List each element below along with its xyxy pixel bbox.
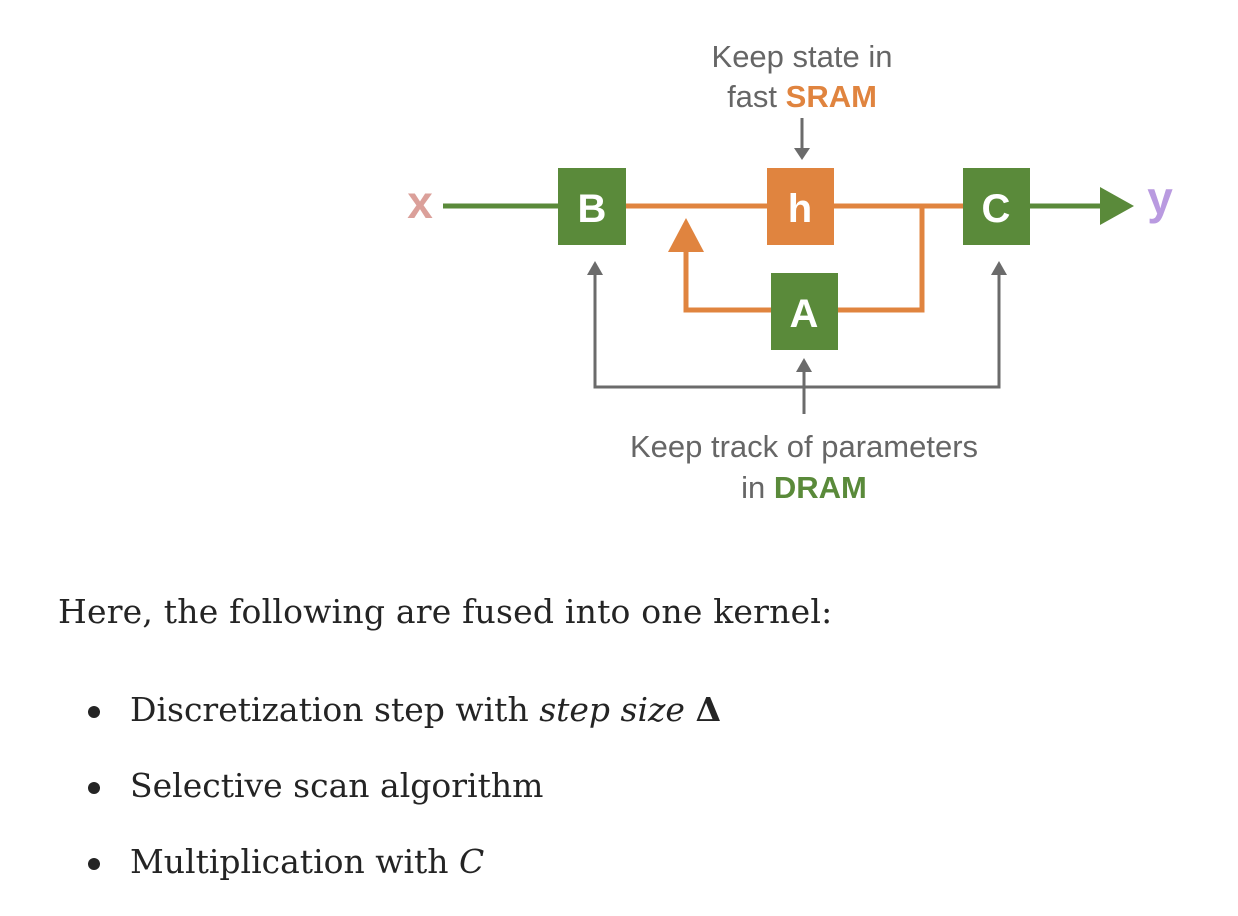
bottom-label-line2	[741, 470, 867, 505]
bullet-3-italic: C	[459, 842, 485, 881]
dram-highlight: DRAM	[773, 470, 867, 505]
bullet-1-italic: step size	[539, 690, 685, 729]
param-arrowhead-b	[587, 261, 603, 275]
bullet-2-text: Selective scan algorithm	[130, 766, 544, 805]
feedback-arrowhead	[668, 218, 704, 252]
node-h-label: h	[787, 187, 813, 231]
list-item	[88, 688, 721, 732]
top-label-line1: Keep state in	[711, 39, 893, 74]
feedback-loop-right	[838, 206, 922, 310]
top-label-prefix: fast	[727, 79, 786, 114]
output-arrowhead	[1100, 187, 1134, 225]
bullet-icon	[88, 858, 100, 870]
list-item	[88, 764, 721, 808]
param-arrowhead-c	[991, 261, 1007, 275]
feedback-loop-left	[686, 245, 772, 310]
sram-highlight: SRAM	[785, 79, 877, 114]
dram-arrowhead	[796, 358, 812, 372]
bullet-icon	[88, 782, 100, 794]
bottom-label-prefix: in	[741, 470, 774, 505]
intro-paragraph: Here, the following are fused into one kernel:	[58, 592, 833, 631]
bottom-label-line1: Keep track of parameters	[629, 429, 979, 464]
input-x-label: x	[407, 176, 433, 228]
bullet-1-text: Discretization step with	[130, 690, 540, 729]
output-y-label: y	[1147, 172, 1173, 224]
bullet-1-space	[685, 690, 696, 729]
sram-arrowhead	[794, 148, 810, 160]
top-label-line2	[727, 79, 877, 114]
node-b-label: B	[577, 187, 607, 231]
fused-operations-list	[88, 688, 721, 916]
bullet-1-delta: Δ	[695, 690, 722, 729]
list-item	[88, 840, 721, 884]
node-c-label: C	[981, 187, 1011, 231]
bullet-icon	[88, 706, 100, 718]
bullet-3-text: Multiplication with	[130, 842, 460, 881]
node-a-label: A	[789, 292, 819, 336]
